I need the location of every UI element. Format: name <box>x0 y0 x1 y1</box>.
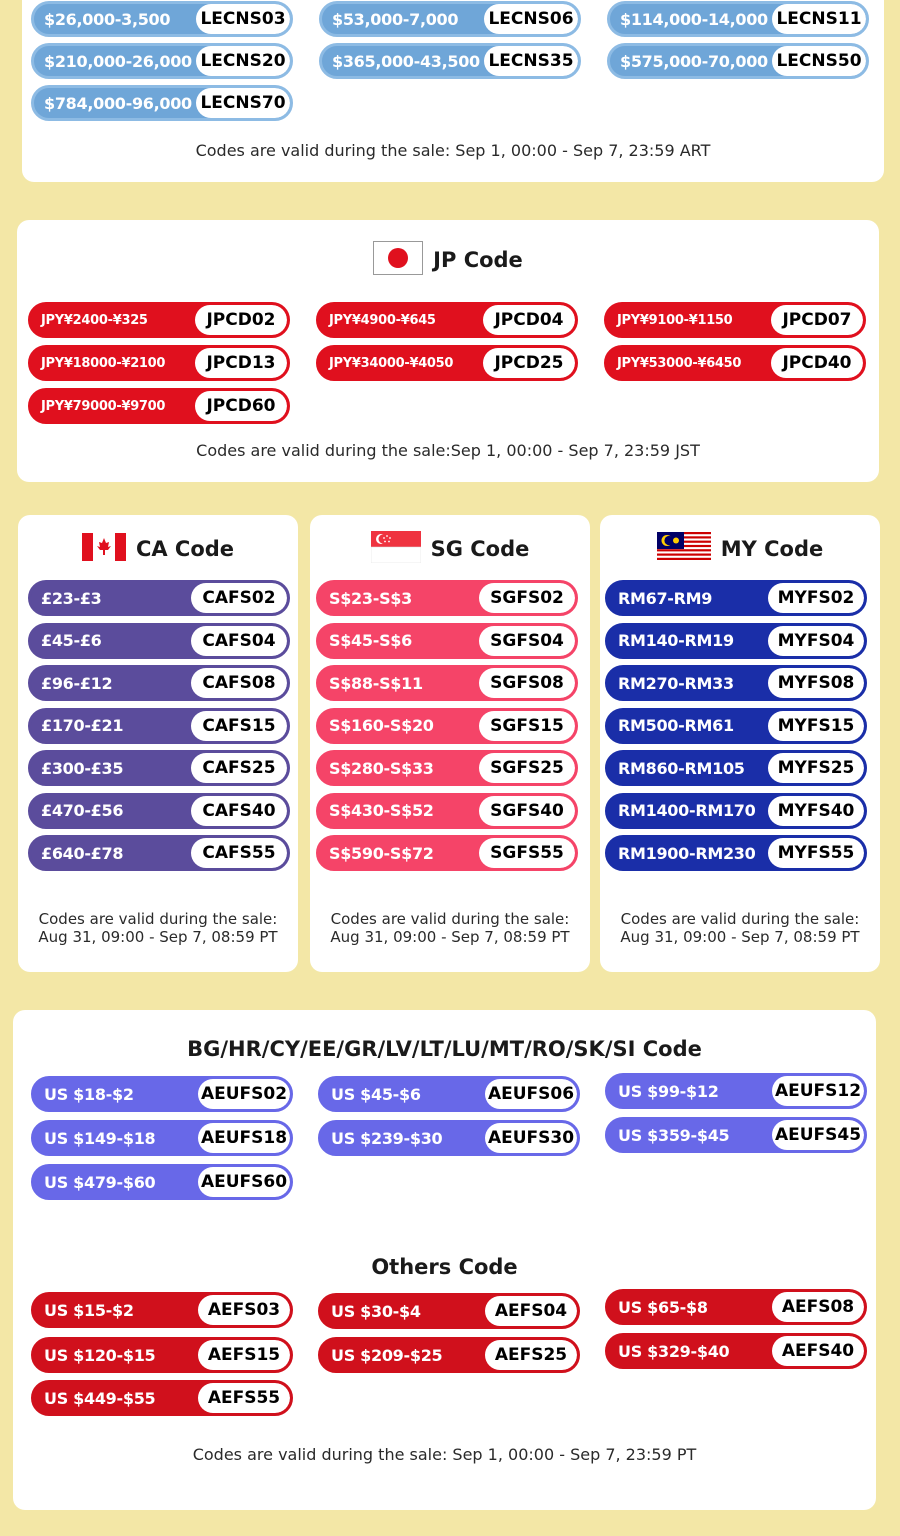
my-code-value[interactable]: MYFS55 <box>768 838 864 868</box>
ar-code-pill[interactable] <box>31 85 293 121</box>
others-code-pill[interactable] <box>318 1337 580 1373</box>
ca-code-amount: £300-£35 <box>41 758 124 778</box>
sg-code-pill[interactable] <box>316 623 578 659</box>
eu-code-pill[interactable] <box>318 1076 580 1112</box>
sg-title: SG Code <box>430 537 530 561</box>
others-code-pill[interactable] <box>31 1292 293 1328</box>
my-code-amount: RM270-RM33 <box>618 673 734 693</box>
ca-code-card <box>18 515 298 972</box>
ca-code-amount: £23-£3 <box>41 588 102 608</box>
sg-code-value[interactable]: SGFS55 <box>479 838 575 868</box>
sg-code-amount: S$280-S$33 <box>329 758 434 778</box>
jp-code-pill[interactable] <box>28 345 290 381</box>
ca-code-value[interactable]: CAFS40 <box>191 796 287 826</box>
my-validity-note-line1: Codes are valid during the sale: <box>620 910 860 928</box>
eu-code-amount: US $18-$2 <box>44 1084 134 1104</box>
ar-validity-note: Codes are valid during the sale: Sep 1, 00:00 - Sep 7, 23:59 ART <box>195 141 711 160</box>
eu-code-value[interactable]: AEUFS18 <box>198 1123 290 1153</box>
others-code-value[interactable]: AEFS55 <box>198 1383 290 1413</box>
my-code-pill[interactable] <box>605 708 867 744</box>
my-code-value[interactable]: MYFS25 <box>768 753 864 783</box>
others-code-value[interactable]: AEFS08 <box>772 1292 864 1322</box>
ar-code-pill[interactable] <box>319 1 581 37</box>
sg-code-amount: S$23-S$3 <box>329 588 412 608</box>
eu-code-value[interactable]: AEUFS45 <box>772 1120 864 1150</box>
ca-code-amount: £96-£12 <box>41 673 113 693</box>
ca-code-amount: £170-£21 <box>41 716 124 735</box>
ar-code-amount: $114,000-14,000 <box>620 9 768 29</box>
ca-code-pill[interactable] <box>28 580 290 616</box>
my-code-value[interactable]: MYFS02 <box>768 583 864 613</box>
ca-code-value[interactable]: CAFS55 <box>191 838 287 868</box>
my-code-value[interactable]: MYFS40 <box>768 796 864 826</box>
singapore-flag-icon <box>371 531 421 568</box>
sg-code-card <box>310 515 590 972</box>
sg-code-pill[interactable] <box>316 580 578 616</box>
my-code-value[interactable]: MYFS08 <box>768 668 864 698</box>
my-code-pill[interactable] <box>605 750 867 786</box>
eu-code-pill[interactable] <box>31 1076 293 1112</box>
sg-validity-note-line1: Codes are valid during the sale: <box>330 910 570 928</box>
jp-code-amount: JPY¥18000-¥2100 <box>41 355 166 371</box>
sg-code-pill[interactable] <box>316 750 578 786</box>
eu-code-pill[interactable] <box>605 1117 867 1153</box>
jp-code-amount: JPY¥9100-¥1150 <box>617 312 733 328</box>
others-code-pill[interactable] <box>318 1293 580 1329</box>
eu-code-value[interactable]: AEUFS02 <box>198 1079 290 1109</box>
ca-code-pill[interactable] <box>28 793 290 829</box>
ca-title: CA Code <box>135 537 235 561</box>
jp-code-pill[interactable] <box>28 388 290 424</box>
japan-flag-icon <box>373 241 423 280</box>
eu-code-pill[interactable] <box>31 1120 293 1156</box>
ca-heading <box>18 531 298 567</box>
sg-code-value[interactable]: SGFS04 <box>479 626 575 656</box>
eu-code-amount: US $239-$30 <box>331 1128 443 1148</box>
eu-code-pill[interactable] <box>31 1164 293 1200</box>
my-code-amount: RM860-RM105 <box>618 758 745 778</box>
my-code-pill[interactable] <box>605 665 867 701</box>
my-code-amount: RM1400-RM170 <box>618 801 756 820</box>
my-code-pill[interactable] <box>605 580 867 616</box>
others-code-amount: US $120-$15 <box>44 1345 156 1365</box>
eu-code-amount: US $479-$60 <box>44 1172 156 1192</box>
jp-code-value[interactable]: JPCD07 <box>771 305 863 335</box>
canada-flag-icon <box>82 533 126 566</box>
ar-code-value[interactable]: LECNS06 <box>484 4 578 34</box>
jp-heading <box>17 242 879 278</box>
ca-code-value[interactable]: CAFS04 <box>191 626 287 656</box>
eu-code-value[interactable]: AEUFS06 <box>485 1079 577 1109</box>
jp-code-value[interactable]: JPCD04 <box>483 305 575 335</box>
sg-code-value[interactable]: SGFS25 <box>479 753 575 783</box>
ca-code-amount: £640-£78 <box>41 843 124 863</box>
jp-code-card <box>17 220 879 482</box>
jp-code-amount: JPY¥79000-¥9700 <box>41 398 166 414</box>
eu-code-value[interactable]: AEUFS30 <box>485 1123 577 1153</box>
others-code-pill[interactable] <box>31 1380 293 1416</box>
my-code-pill[interactable] <box>605 835 867 871</box>
ca-code-pill[interactable] <box>28 835 290 871</box>
others-code-amount: US $329-$40 <box>618 1341 730 1361</box>
others-code-amount: US $65-$8 <box>618 1297 708 1317</box>
jp-code-value[interactable]: JPCD02 <box>195 305 287 335</box>
others-title: Others Code <box>371 1255 518 1279</box>
others-validity-note: Codes are valid during the sale: Sep 1, 00:00 - Sep 7, 23:59 PT <box>192 1445 697 1464</box>
others-heading <box>13 1252 876 1282</box>
ar-code-pill[interactable] <box>607 43 869 79</box>
ar-code-value[interactable]: LECNS11 <box>772 4 866 34</box>
ar-code-amount: $575,000-70,000 <box>620 51 768 71</box>
my-code-amount: RM140-RM19 <box>618 631 734 650</box>
eu-code-value[interactable]: AEUFS60 <box>198 1167 290 1197</box>
eu-others-code-card <box>13 1010 876 1510</box>
ar-code-pill[interactable] <box>31 43 293 79</box>
jp-code-amount: JPY¥4900-¥645 <box>329 312 436 328</box>
jp-code-pill[interactable] <box>28 302 290 338</box>
others-code-value[interactable]: AEFS25 <box>485 1340 577 1370</box>
my-code-pill[interactable] <box>605 793 867 829</box>
sg-validity-note-line2: Aug 31, 09:00 - Sep 7, 08:59 PT <box>330 928 570 946</box>
eu-code-value[interactable]: AEUFS12 <box>772 1076 864 1106</box>
my-code-value[interactable]: MYFS04 <box>768 626 864 656</box>
eu-heading <box>13 1034 876 1064</box>
sg-code-amount: S$88-S$11 <box>329 673 423 693</box>
malaysia-flag-icon <box>657 532 711 567</box>
sg-code-value[interactable]: SGFS08 <box>479 668 575 698</box>
ca-validity-note-line1: Codes are valid during the sale: <box>38 910 278 928</box>
jp-code-pill[interactable] <box>316 345 578 381</box>
my-code-amount: RM1900-RM230 <box>618 843 756 863</box>
ar-code-value[interactable]: LECNS35 <box>484 46 578 76</box>
eu-code-amount: US $359-$45 <box>618 1125 730 1145</box>
others-code-value[interactable]: AEFS03 <box>198 1295 290 1325</box>
sg-code-pill[interactable] <box>316 665 578 701</box>
sg-code-value[interactable]: SGFS40 <box>479 796 575 826</box>
sg-heading <box>310 531 590 567</box>
others-code-amount: US $30-$4 <box>331 1301 421 1321</box>
ca-code-amount: £470-£56 <box>41 801 124 820</box>
my-code-amount: RM67-RM9 <box>618 588 713 608</box>
sg-code-amount: S$590-S$72 <box>329 843 434 863</box>
others-code-amount: US $15-$2 <box>44 1300 134 1320</box>
jp-code-pill[interactable] <box>604 345 866 381</box>
ca-validity-note-line2: Aug 31, 09:00 - Sep 7, 08:59 PT <box>38 928 278 946</box>
ar-code-pill[interactable] <box>319 43 581 79</box>
ca-code-value[interactable]: CAFS25 <box>191 753 287 783</box>
jp-code-value[interactable]: JPCD40 <box>771 348 863 378</box>
my-code-pill[interactable] <box>605 623 867 659</box>
sg-code-amount: S$45-S$6 <box>329 631 412 650</box>
ar-code-amount: $53,000-7,000 <box>332 9 459 29</box>
jp-code-value[interactable]: JPCD13 <box>195 348 287 378</box>
eu-title: BG/HR/CY/EE/GR/LV/LT/LU/MT/RO/SK/SI Code <box>187 1037 702 1061</box>
ar-code-value[interactable]: LECNS50 <box>772 46 866 76</box>
jp-code-pill[interactable] <box>604 302 866 338</box>
jp-code-amount: JPY¥34000-¥4050 <box>329 355 454 371</box>
jp-title: JP Code <box>433 248 523 272</box>
others-code-amount: US $449-$55 <box>44 1388 156 1408</box>
ca-code-value[interactable]: CAFS08 <box>191 668 287 698</box>
ar-code-amount: $26,000-3,500 <box>44 9 171 29</box>
sg-code-amount: S$430-S$52 <box>329 801 434 820</box>
jp-code-pill[interactable] <box>316 302 578 338</box>
my-validity-note-line2: Aug 31, 09:00 - Sep 7, 08:59 PT <box>620 928 860 946</box>
jp-code-amount: JPY¥2400-¥325 <box>41 312 148 328</box>
ca-code-pill[interactable] <box>28 623 290 659</box>
others-code-pill[interactable] <box>605 1289 867 1325</box>
eu-code-pill[interactable] <box>318 1120 580 1156</box>
sg-code-pill[interactable] <box>316 835 578 871</box>
my-code-card <box>600 515 880 972</box>
ca-code-pill[interactable] <box>28 750 290 786</box>
others-code-amount: US $209-$25 <box>331 1345 443 1365</box>
eu-code-amount: US $45-$6 <box>331 1084 421 1104</box>
others-code-value[interactable]: AEFS04 <box>485 1296 577 1326</box>
my-code-value[interactable]: MYFS15 <box>768 711 864 741</box>
my-code-amount: RM500-RM61 <box>618 716 734 735</box>
ar-code-card <box>22 0 884 182</box>
ar-code-amount: $210,000-26,000 <box>44 51 192 71</box>
ar-code-pill[interactable] <box>607 1 869 37</box>
others-code-pill[interactable] <box>605 1333 867 1369</box>
my-title: MY Code <box>720 537 824 561</box>
ca-code-pill[interactable] <box>28 665 290 701</box>
ar-code-pill[interactable] <box>31 1 293 37</box>
sg-code-amount: S$160-S$20 <box>329 716 434 735</box>
others-code-value[interactable]: AEFS40 <box>772 1336 864 1366</box>
sg-code-value[interactable]: SGFS15 <box>479 711 575 741</box>
sg-code-pill[interactable] <box>316 708 578 744</box>
others-code-value[interactable]: AEFS15 <box>198 1340 290 1370</box>
ar-code-amount: $365,000-43,500 <box>332 51 480 71</box>
sg-code-value[interactable]: SGFS02 <box>479 583 575 613</box>
jp-code-amount: JPY¥53000-¥6450 <box>617 355 742 371</box>
eu-code-amount: US $149-$18 <box>44 1128 156 1148</box>
jp-validity-note: Codes are valid during the sale:Sep 1, 00:00 - Sep 7, 23:59 JST <box>196 441 700 460</box>
others-code-pill[interactable] <box>31 1337 293 1373</box>
ar-code-value[interactable]: LECNS70 <box>196 88 290 118</box>
my-heading <box>600 531 880 567</box>
eu-code-amount: US $99-$12 <box>618 1081 719 1101</box>
sg-code-pill[interactable] <box>316 793 578 829</box>
jp-code-value[interactable]: JPCD60 <box>195 391 287 421</box>
ar-code-value[interactable]: LECNS03 <box>196 4 290 34</box>
ca-code-value[interactable]: CAFS02 <box>191 583 287 613</box>
eu-code-pill[interactable] <box>605 1073 867 1109</box>
ar-code-amount: $784,000-96,000 <box>44 93 192 113</box>
ca-code-value[interactable]: CAFS15 <box>191 711 287 741</box>
jp-code-value[interactable]: JPCD25 <box>483 348 575 378</box>
ca-code-amount: £45-£6 <box>41 631 102 650</box>
ar-code-value[interactable]: LECNS20 <box>196 46 290 76</box>
ca-code-pill[interactable] <box>28 708 290 744</box>
